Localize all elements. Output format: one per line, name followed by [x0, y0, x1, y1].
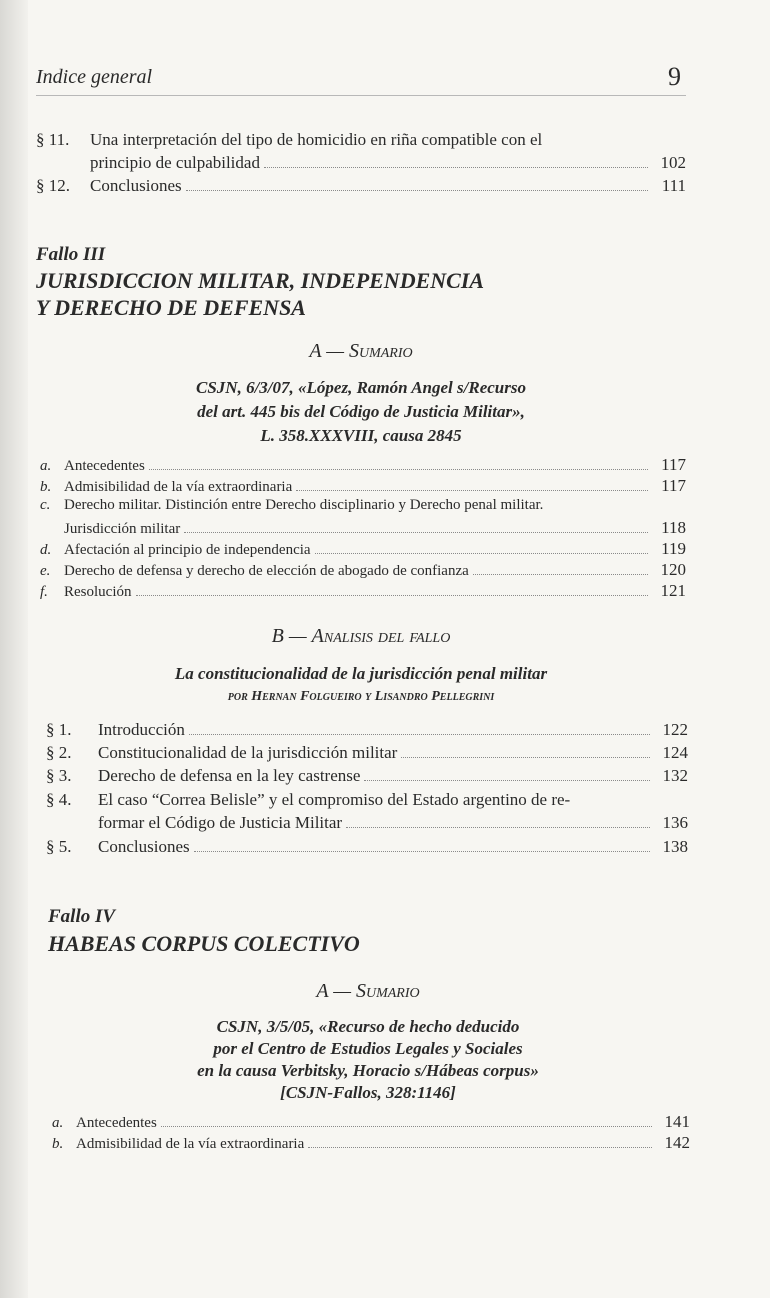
fallo-4-case-citation [48, 1016, 688, 1104]
toc-entry-label: f. [40, 584, 48, 600]
toc-entry-text: Derecho de defensa y derecho de elección de abogado de confianza [64, 563, 469, 579]
fallo-3-case-citation [36, 376, 686, 448]
toc-entry-text: Una interpretación del tipo de homicidio en riña compatible con el [90, 130, 543, 149]
toc-entry-label: § 12. [36, 176, 70, 195]
toc-entry-page: 102 [660, 153, 686, 172]
toc-entry-analisis-5[interactable] [46, 837, 688, 857]
fallo-3-sumario-heading [36, 340, 686, 363]
toc-entry-text: Admisibilidad de la vía extraordinaria [64, 479, 293, 495]
toc-entry-f4-b[interactable] [52, 1133, 690, 1153]
fallo-4-sumario-heading [48, 980, 688, 1003]
toc-entry-page: 121 [660, 581, 686, 600]
section-letter: A — [316, 980, 351, 1002]
case-line: del art. 445 bis del Código de Justicia Militar», [197, 402, 525, 421]
toc-entry-c[interactable] [40, 497, 686, 514]
toc-entry-text: Conclusiones [90, 176, 182, 195]
toc-entry-f[interactable] [40, 581, 686, 601]
leader-dots [264, 166, 648, 168]
toc-entry-text: Derecho de defensa en la ley castrense [98, 766, 361, 785]
toc-entry-text: formar el Código de Justicia Militar [98, 813, 343, 832]
toc-entry-text: El caso “Correa Belisle” y el compromiso del Estado argentino de re- [98, 790, 571, 809]
toc-entry-text: Jurisdicción militar [64, 521, 181, 537]
toc-entry-11[interactable] [36, 130, 686, 150]
toc-entry-label: § 4. [46, 790, 72, 809]
leader-dots [346, 826, 650, 828]
header-rule [36, 95, 686, 96]
fallo-3-title-line2: Y DERECHO DE DEFENSA [36, 295, 306, 320]
toc-entry-label: a. [52, 1115, 64, 1131]
toc-entry-label: c. [40, 497, 51, 513]
case-line: CSJN, 6/3/07, «López, Ramón Angel s/Recurso [196, 378, 526, 397]
toc-entry-label: b. [40, 479, 52, 495]
toc-entry-page: 142 [664, 1133, 690, 1152]
leader-dots [364, 779, 650, 781]
toc-entry-label: d. [40, 542, 52, 558]
toc-entry-f4-a[interactable] [52, 1112, 690, 1132]
page-number: 9 [668, 62, 681, 91]
section-title: Sumario [355, 980, 420, 1002]
case-line: L. 358.XXXVIII, causa 2845 [260, 426, 462, 445]
leader-dots [189, 733, 650, 735]
toc-entry-text: Admisibilidad de la vía extraordinaria [76, 1136, 305, 1152]
fallo-3-analisis-heading [36, 625, 686, 648]
section-letter: A — [309, 340, 344, 362]
toc-entry-c-cont[interactable] [40, 518, 686, 538]
toc-entry-page: 138 [662, 837, 688, 856]
toc-entry-label: § 3. [46, 766, 72, 785]
toc-entry-page: 141 [664, 1112, 690, 1131]
case-line: en la causa Verbitsky, Horacio s/Hábeas corpus» [197, 1061, 539, 1080]
toc-entry-label: § 5. [46, 837, 72, 856]
section-title: Sumario [348, 340, 413, 362]
toc-entry-label: § 1. [46, 720, 72, 739]
toc-entry-page: 119 [661, 539, 686, 558]
toc-entry-page: 117 [661, 476, 686, 495]
leader-dots [161, 1125, 652, 1127]
toc-entry-label: a. [40, 458, 52, 474]
toc-entry-page: 124 [662, 743, 688, 762]
leader-dots [136, 594, 649, 596]
toc-entry-analisis-4-cont[interactable] [46, 813, 688, 833]
toc-entry-label: b. [52, 1136, 64, 1152]
toc-entry-analisis-4[interactable] [46, 790, 688, 810]
fallo-4-label: Fallo IV [48, 906, 116, 927]
toc-entry-text: Antecedentes [76, 1115, 157, 1131]
toc-entry-d[interactable] [40, 539, 686, 559]
toc-entry-e[interactable] [40, 560, 686, 580]
leader-dots [473, 573, 648, 575]
toc-entry-page: 111 [661, 176, 686, 195]
toc-entry-text: Resolución [64, 584, 132, 600]
toc-entry-text: Antecedentes [64, 458, 145, 474]
article-title: La constitucionalidad de la jurisdicción penal militar [174, 664, 548, 683]
leader-dots [308, 1146, 652, 1148]
leader-dots [315, 552, 648, 554]
leader-dots [184, 531, 648, 533]
fallo-3-label: Fallo III [36, 244, 106, 265]
section-title: Analisis del fallo [311, 625, 451, 647]
toc-entry-analisis-3[interactable] [46, 766, 688, 786]
toc-entry-page: 118 [661, 518, 686, 537]
toc-entry-label: e. [40, 563, 51, 579]
toc-entry-text: Constitucionalidad de la jurisdicción militar [98, 743, 398, 762]
toc-entry-text: Derecho militar. Distinción entre Derecho disciplinario y Derecho penal militar. [64, 497, 544, 513]
toc-entry-page: 132 [662, 766, 688, 785]
toc-entry-a[interactable] [40, 455, 686, 475]
section-letter: B — [271, 625, 307, 647]
fallo-4-title: HABEAS CORPUS COLECTIVO [48, 931, 360, 956]
toc-entry-text: Conclusiones [98, 837, 190, 856]
toc-entry-label: § 2. [46, 743, 72, 762]
fallo-3-title-line1: JURISDICCION MILITAR, INDEPENDENCIA [36, 268, 485, 293]
toc-entry-page: 136 [662, 813, 688, 832]
toc-entry-b[interactable] [40, 476, 686, 496]
leader-dots [296, 489, 648, 491]
case-line: por el Centro de Estudios Legales y Sociales [213, 1039, 523, 1058]
leader-dots [149, 468, 648, 470]
toc-entry-label: § 11. [36, 130, 70, 149]
article-authors: por Hernan Folgueiro y Lisandro Pellegrini [227, 689, 495, 704]
toc-entry-analisis-2[interactable] [46, 743, 688, 763]
toc-entry-12[interactable] [36, 176, 686, 196]
toc-entry-text: Introducción [98, 720, 185, 739]
page-edge-shadow [0, 0, 28, 1298]
running-header-title: Indice general [36, 66, 153, 88]
leader-dots [401, 756, 650, 758]
toc-entry-11-cont[interactable] [36, 153, 686, 173]
leader-dots [186, 189, 648, 191]
leader-dots [194, 850, 650, 852]
toc-entry-text: principio de culpabilidad [90, 153, 260, 172]
case-line: [CSJN-Fallos, 328:1146] [280, 1083, 456, 1102]
case-line: CSJN, 3/5/05, «Recurso de hecho deducido [216, 1017, 520, 1036]
toc-entry-text: Afectación al principio de independencia [64, 542, 311, 558]
toc-entry-page: 122 [662, 720, 688, 739]
toc-entry-analisis-1[interactable] [46, 720, 688, 740]
toc-entry-page: 120 [660, 560, 686, 579]
toc-entry-page: 117 [661, 455, 686, 474]
